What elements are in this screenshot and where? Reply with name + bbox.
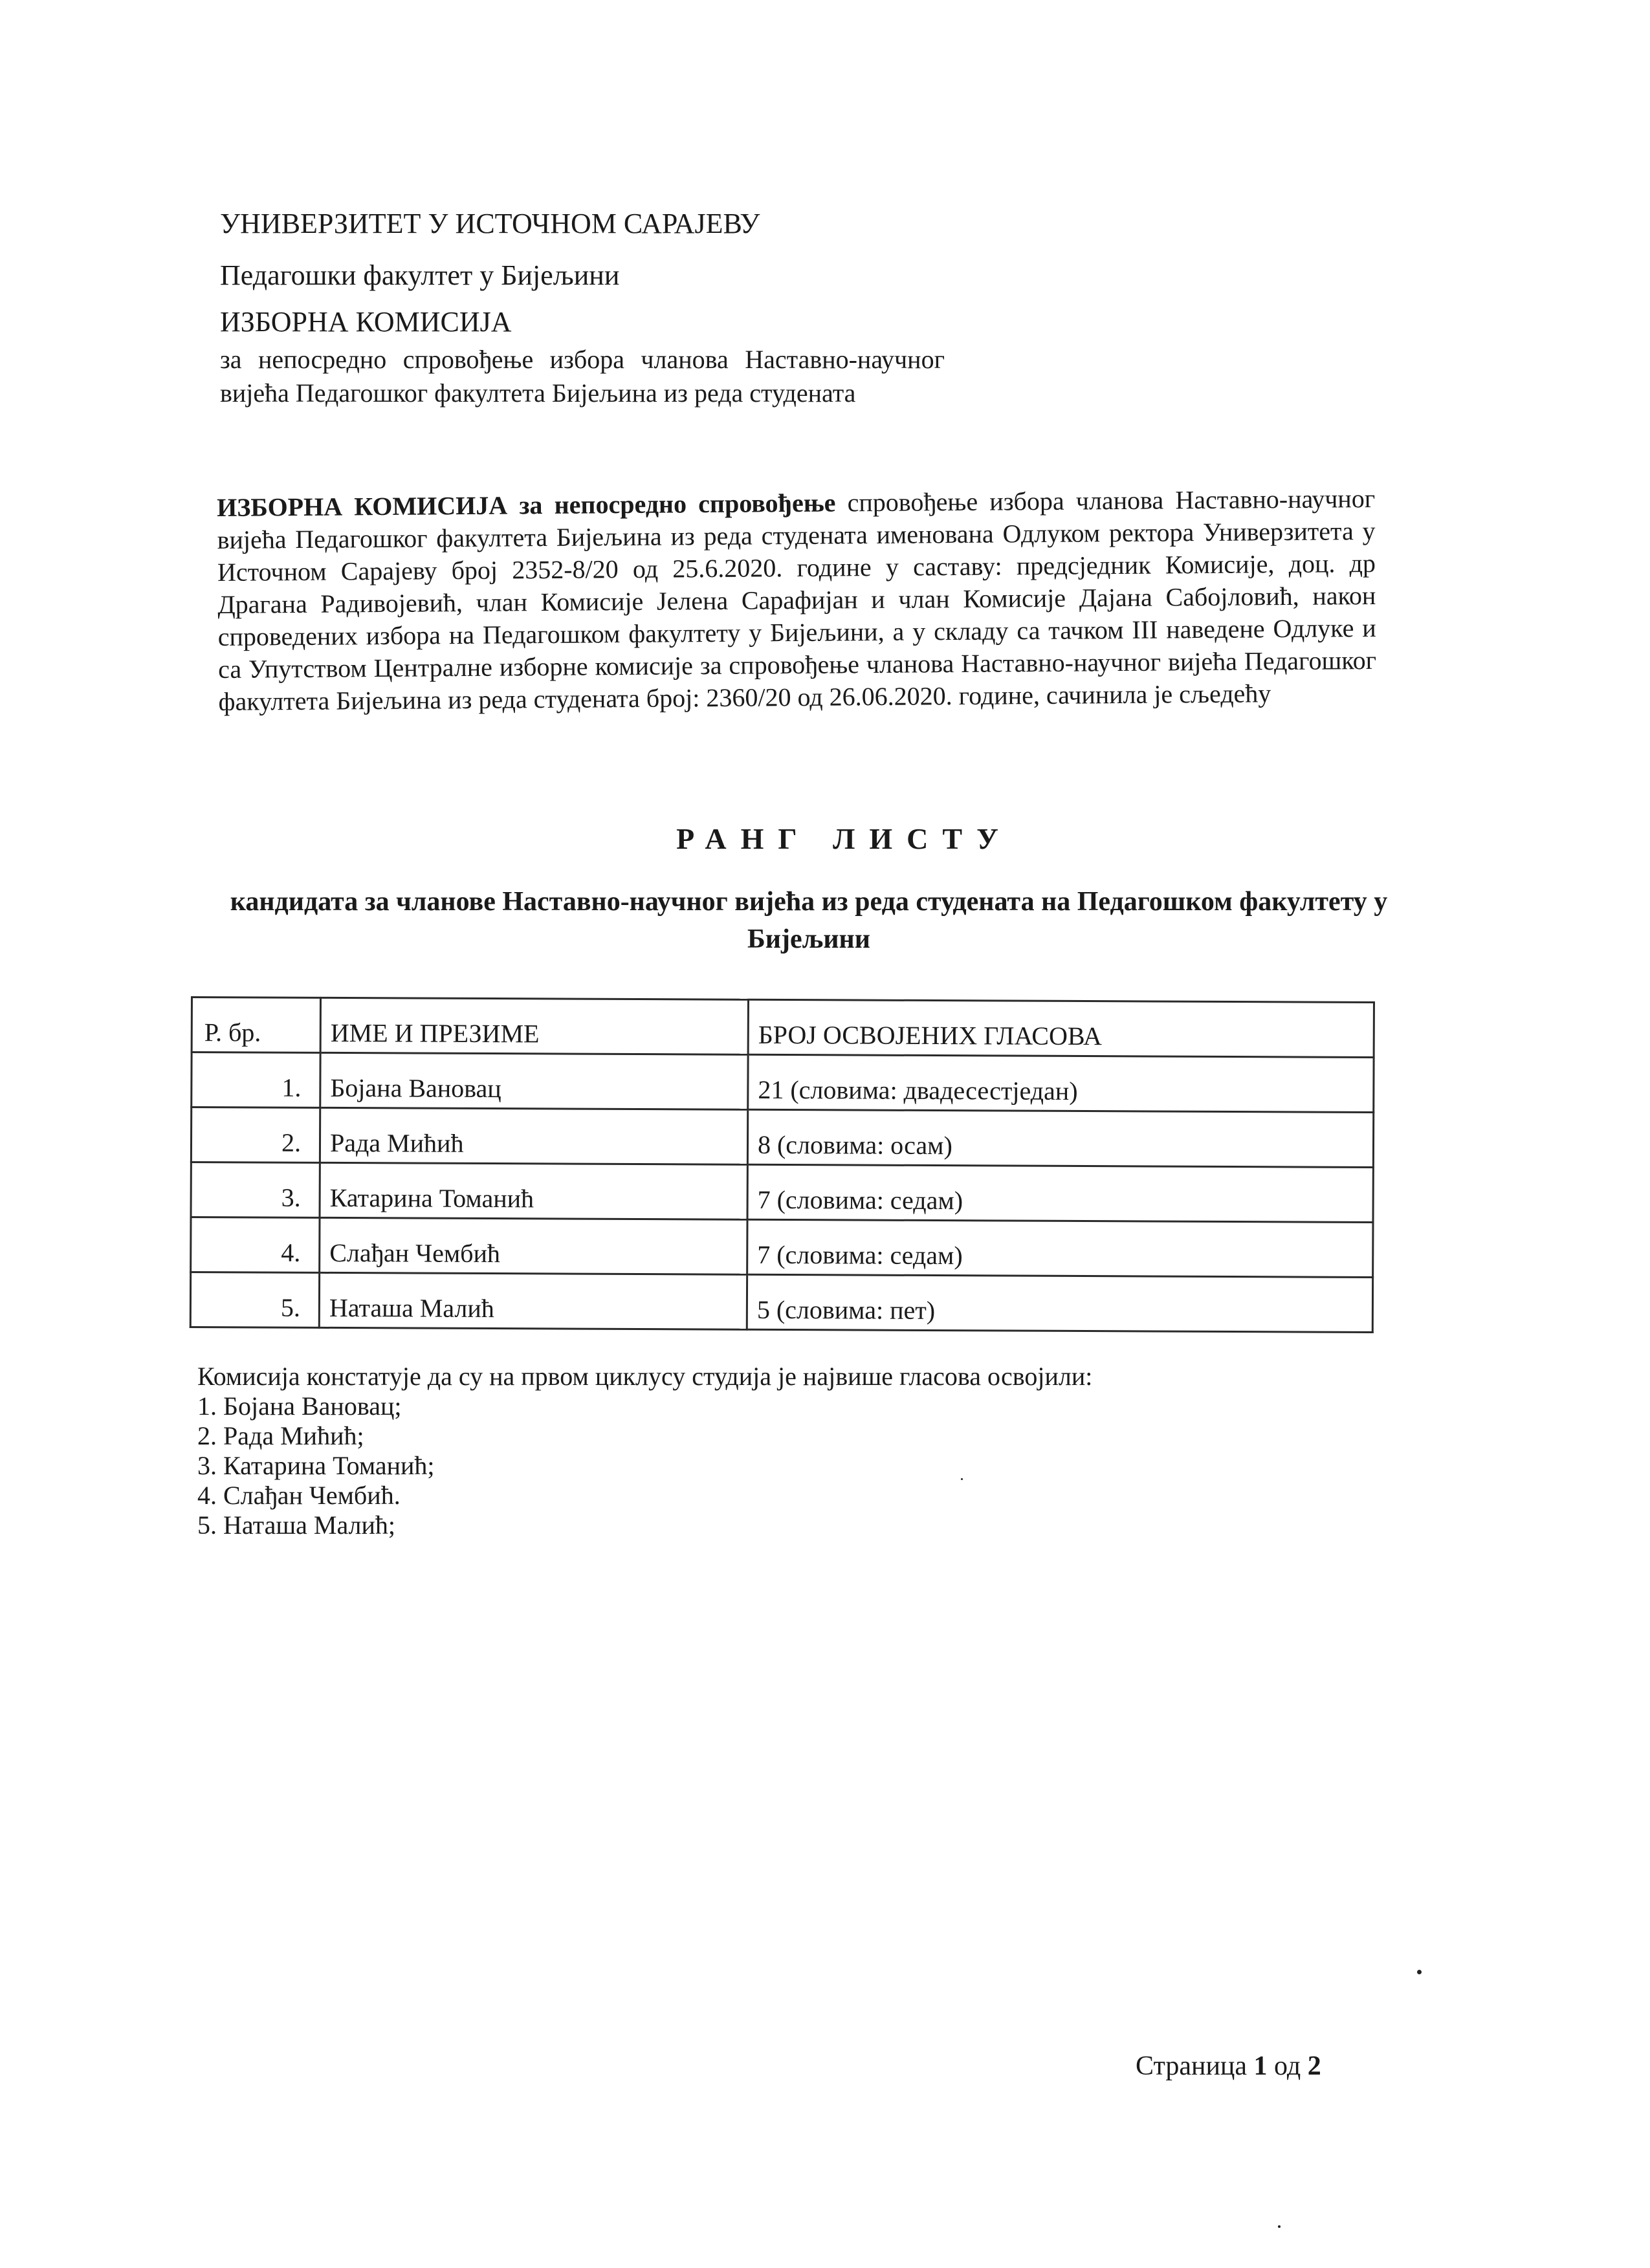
page-total: 2 — [1307, 2051, 1321, 2081]
table-row — [190, 1272, 1372, 1333]
conclusion-block — [197, 1362, 1092, 1540]
row-no: 5. — [190, 1272, 319, 1328]
table-row — [191, 1217, 1373, 1278]
row-votes: 5 (словима: пет) — [747, 1274, 1372, 1332]
table-row — [192, 1052, 1374, 1113]
university-name: УНИВЕРЗИТЕТ У ИСТОЧНОМ САРАЈЕВУ — [220, 208, 760, 239]
rank-table — [190, 996, 1375, 1333]
row-votes: 8 (словима: осам) — [747, 1109, 1373, 1167]
page-word: Страница — [1136, 2051, 1248, 2081]
page-current: 1 — [1253, 2051, 1268, 2081]
row-no: 3. — [191, 1162, 320, 1218]
row-votes: 21 (словима: двадесестједан) — [748, 1054, 1374, 1112]
commission-purpose: за непосредно спровођење избора чланова Наставно-научног вијећа Педагошког факултета Бијељина из реда студената — [220, 345, 945, 408]
conclusion-lead: Комисија констатује да су на првом циклусу студија је највише гласова освојили: — [197, 1362, 1093, 1391]
header-votes: БРОЈ ОСВОЈЕНИХ ГЛАСОВА — [748, 999, 1374, 1057]
table-row — [191, 1162, 1373, 1223]
row-name: Наташа Малић — [319, 1272, 747, 1329]
intro-text: спровођење избора чланова Наставно-научног вијећа Педагошког факултета Бијељина из реда студената именована Одлуком ректора Универзитета у Источном Сарајеву број 2352-8/20 од 25.6.2020. године у саставу: предсједник Комисије, доц. др Драгана Радивојевић, члан Комисије Јелена Сарафијан и члан Комисије Дајана Сабојловић, након спроведених избора на Педагошком факултету у Бијељини, а у складу са тачком III наведене Одлуке и са Упутством Централне изборне комисије за спровођење чланова Наставно-научног вијећа Педагошког факултета Бијељина из реда студената број: 2360/20 од 26.06.2020. године, сачинила је сљедећу — [217, 483, 1377, 716]
row-name: Рада Мићић — [320, 1107, 747, 1164]
table-row — [191, 1107, 1373, 1168]
scan-speck — [1417, 1970, 1422, 1974]
header-name: ИМЕ И ПРЕЗИМЕ — [320, 998, 748, 1054]
row-votes: 7 (словима: седам) — [747, 1219, 1373, 1277]
header-no: Р. бр. — [192, 998, 320, 1053]
scan-speck — [961, 1478, 963, 1480]
commission-name: ИЗБОРНА КОМИСИЈА — [220, 306, 512, 338]
row-name: Слађан Чембић — [320, 1217, 747, 1274]
document-title: РАНГ ЛИСТУ — [676, 822, 1013, 855]
list-item: 3. Катарина Томанић; — [197, 1451, 435, 1480]
row-no: 2. — [191, 1107, 320, 1163]
intro-paragraph — [217, 483, 1377, 718]
row-name: Катарина Томанић — [320, 1162, 747, 1219]
row-no: 1. — [192, 1052, 320, 1108]
list-item: 1. Бојана Вановац; — [197, 1391, 402, 1421]
document-subtitle: кандидата за чланове Наставно-научног вијећа из реда студената на Педагошком факултету у Бијељини — [230, 887, 1388, 954]
list-item: 5. Наташа Малић; — [197, 1510, 396, 1540]
page-number — [1136, 2051, 1321, 2082]
row-name: Бојана Вановац — [320, 1052, 748, 1109]
intro-bold-lead: ИЗБОРНА КОМИСИЈА за непосредно спровођење — [217, 488, 836, 522]
faculty-name: Педагошки факултет у Бијељини — [220, 259, 620, 291]
scan-speck — [1278, 2225, 1281, 2228]
table-header-row — [192, 998, 1374, 1058]
row-no: 4. — [191, 1217, 320, 1273]
list-item: 2. Рада Мићић; — [197, 1421, 364, 1450]
row-votes: 7 (словима: седам) — [747, 1164, 1373, 1222]
list-item: 4. Слађан Чембић. — [197, 1481, 401, 1510]
of-word: од — [1274, 2051, 1301, 2081]
